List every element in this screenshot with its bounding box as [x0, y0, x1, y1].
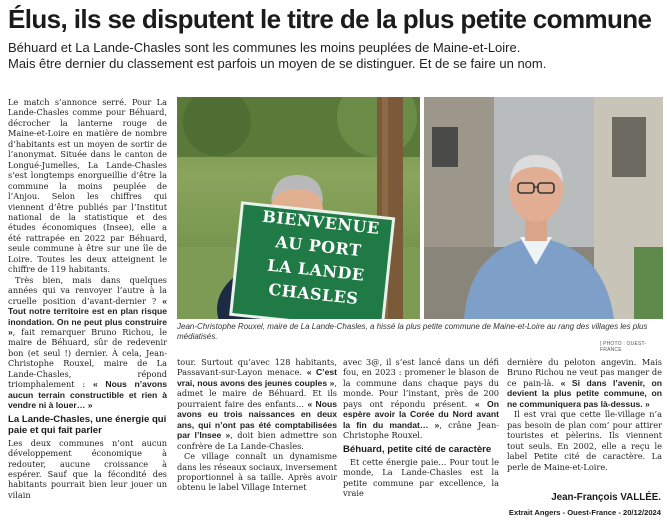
photo-mayor-sign — [177, 97, 420, 319]
photo-mayor-street — [424, 97, 663, 319]
paragraph: Et cette énergie paie… Pour tout le monde, La Lande-Chasles est la petite commune par excellence, la vraie — [343, 456, 499, 498]
paragraph — [343, 357, 499, 441]
author-signature: Jean-François VALLÉE. — [551, 492, 661, 503]
article-column-2 — [177, 357, 337, 493]
sign-line: AU PORT — [274, 232, 363, 261]
paragraph — [507, 357, 662, 409]
quote: « Si dans l’avenir, on devient la plus petite commune, on ne communiquera pas là-dessus. » — [507, 377, 662, 409]
headline: Élus, ils se disputent le titre de la plus petite commune — [8, 4, 652, 34]
welcome-sign — [236, 203, 396, 319]
text-run: dernière du peloton angevin. Mais Bruno Richou ne veut pas manger de ce pain-là. — [507, 357, 662, 388]
text-run: , crâne Jean-Christophe Rouxel. — [343, 419, 499, 441]
quote: « On espère avoir la Corée du Nord avant la fin du mandat… » — [343, 398, 499, 430]
paragraph: Ce village connaît un dynamisme dans les réseaux sociaux, inversement proportionnel à sa taille. Après avoir obtenu le label Village Internet — [177, 451, 337, 493]
deck-line-1: Béhuard et La Lande-Chasles sont les communes les moins peuplées de Maine-et-Loire. — [8, 40, 521, 55]
subhead: Béhuard, petite cité de caractère — [343, 443, 492, 455]
paragraph — [177, 357, 337, 451]
photo-illustration — [424, 97, 663, 319]
photo-credit: | PHOTO : OUEST-FRANCE — [600, 341, 647, 353]
text-run: Très bien, mais dans quelques années qui va renvoyer l’autre à la cruelle position d’avant-dernier ? — [8, 274, 167, 306]
sign-line: LA LANDE — [266, 255, 366, 285]
paragraph: Le match s’annonce serré. Pour La Lande-Chasles comme pour Béhuard, décrocher la lanterne rouge de Maine-et-Loire en matière de nombre d’habitants est un moyen de sortir de l’anonymat. Située dans le canton de Longué-Jumelles, La Lande-Chasles s’est longtemps enorgueillie d’être la commune la moins peuplée de l’Anjou. Selon les chiffres qui viennent d’être publiés par l’Institut national de la statistique et des études économiques (Insee), elle a été rattrapée en 2022 par Béhuard, seule commune à être sur une île de Loire. Toutes les deux atteignent le chiffre de 119 habitants. — [8, 97, 167, 275]
text-run: avec 3@, il s’est lancé dans un défi fou, en 2023 : promener le blason de la commune dans chaque pays du monde. Pour l’instant, près de 200 pays ont répondu présent. — [343, 357, 499, 409]
quote: « Nous avons eu trois naissances en deux ans, qui n’ont pas été comptabilisées par l’Insee » — [177, 398, 338, 441]
quote: « Nous n’avons aucun terrain constructible et rien à vendre ni à louer… » — [8, 379, 167, 411]
paragraph: Il est vrai que cette île-village n’a pas besoin de plan com’ pour attirer touristes et pèlerins. Ils viennent tout seuls. En 2002, elle a reçu le label Petite cité de caractère. La perle de Maine-et-Loire. — [507, 409, 662, 472]
sign-line: BIENVENUE — [261, 206, 381, 238]
text-run: tour. Surtout qu’avec 128 habitants, Passavant-sur-Layon menace. — [177, 357, 337, 378]
deck-line-2: Mais être dernier du classement est parfois un moyen de se distinguer. Et de se faire un nom. — [8, 56, 547, 71]
paragraph: Les deux communes n’ont aucun développement économique à redouter, aucune croissance à espérer. Sauf que la fécondité des habitants pourrait bien leur jouer un vilain — [8, 437, 167, 500]
sign-line: CHASLES — [267, 279, 360, 309]
quote: « C’est vrai, nous avons des jeunes couples » — [177, 367, 337, 388]
text-run: , admet le maire de Béhuard. Et ils pourraient faire des enfants… — [177, 377, 337, 409]
subhead: La Lande-Chasles, une énergie qui paie et qui fait parler — [8, 413, 167, 436]
photo-caption: Jean-Christophe Rouxel, maire de La Lande-Chasles, a hissé la plus petite commune de Maine-et-Loire au rang des villages les plus médiatisés. — [177, 322, 648, 341]
text-run: , fait remarquer Bruno Richou, le maire de Béhuard, sûr de redevenir bon (et seul !) dernier. À cela, Jean-Christophe Rouxel, maire de La Lande-Chasles, répond triomphalement : — [8, 326, 167, 390]
text-run: , doit bien admettre son confrère de La Lande-Chasles. — [177, 430, 338, 451]
source-extract: Extrait Angers - Ouest-France - 20/12/2024 — [508, 508, 661, 517]
quote: « Tout notre territoire est en plan risque inondation. On ne peut plus construire » — [8, 295, 167, 337]
paragraph — [8, 275, 167, 411]
article-column-3 — [343, 357, 499, 498]
deck — [8, 40, 663, 72]
article-column-1 — [8, 97, 167, 500]
article-column-4 — [507, 357, 662, 472]
